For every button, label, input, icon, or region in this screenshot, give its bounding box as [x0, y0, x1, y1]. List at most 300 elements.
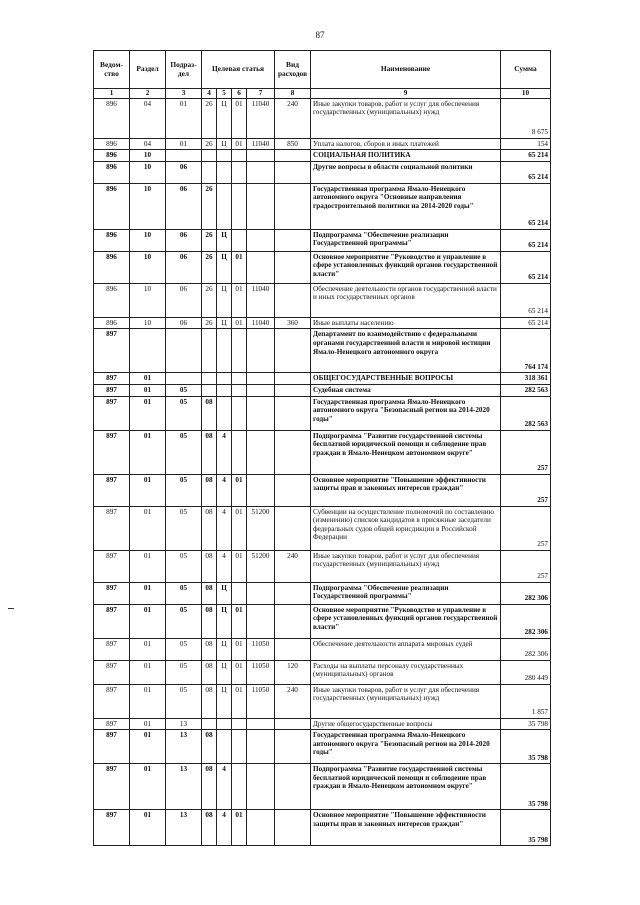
- cell-event: [232, 183, 247, 229]
- cell-vid: [275, 384, 311, 396]
- cell-sum: 318 361: [501, 373, 551, 385]
- cell-razdel: 01: [130, 604, 166, 638]
- cell-name: Подпрограмма "Развитие государственной системы бесплатной юридической помощи и соблюдение прав граждан в Ямало-Ненецком автономном округе": [311, 764, 501, 810]
- col-num: 1: [94, 89, 130, 99]
- cell-subprogram: Ц: [217, 604, 232, 638]
- cell-sum: 282 306: [501, 604, 551, 638]
- cell-sum: 65 214: [501, 229, 551, 251]
- cell-podrazdel: [166, 150, 202, 162]
- table-row: [94, 718, 551, 730]
- cell-direction: [247, 373, 275, 385]
- cell-razdel: 01: [130, 396, 166, 430]
- cell-vedomstvo: 897: [94, 718, 130, 730]
- cell-vedomstvo: 897: [94, 329, 130, 373]
- cell-razdel: 10: [130, 251, 166, 283]
- cell-event: [232, 373, 247, 385]
- cell-sum: 8 675: [501, 98, 551, 138]
- cell-event: [232, 384, 247, 396]
- cell-sum: 257: [501, 474, 551, 506]
- cell-vid: [275, 604, 311, 638]
- table-row: [94, 329, 551, 373]
- cell-sum: 1 857: [501, 684, 551, 718]
- cell-vedomstvo: 896: [94, 183, 130, 229]
- cell-razdel: 01: [130, 384, 166, 396]
- cell-sum: 282 306: [501, 638, 551, 660]
- table-row: [94, 384, 551, 396]
- cell-vid: [275, 810, 311, 846]
- cell-razdel: 01: [130, 684, 166, 718]
- cell-program: 26: [202, 98, 217, 138]
- cell-direction: 11040: [247, 98, 275, 138]
- cell-sum: 35 798: [501, 730, 551, 764]
- cell-vedomstvo: 897: [94, 474, 130, 506]
- cell-vedomstvo: 897: [94, 396, 130, 430]
- page-number: 87: [315, 30, 325, 40]
- cell-program: 08: [202, 582, 217, 604]
- table-row: [94, 251, 551, 283]
- cell-subprogram: Ц: [217, 660, 232, 684]
- cell-vedomstvo: 897: [94, 684, 130, 718]
- cell-razdel: 01: [130, 506, 166, 550]
- cell-name: СОЦИАЛЬНАЯ ПОЛИТИКА: [311, 150, 501, 162]
- cell-razdel: 01: [130, 638, 166, 660]
- cell-vid: [275, 474, 311, 506]
- cell-event: 01: [232, 506, 247, 550]
- cell-vedomstvo: 897: [94, 506, 130, 550]
- cell-direction: [247, 604, 275, 638]
- cell-event: [232, 764, 247, 810]
- cell-vid: [275, 183, 311, 229]
- header-name: Наименование: [311, 51, 501, 89]
- cell-podrazdel: 13: [166, 730, 202, 764]
- cell-direction: 11040: [247, 138, 275, 150]
- cell-podrazdel: 06: [166, 317, 202, 329]
- cell-vid: [275, 396, 311, 430]
- cell-podrazdel: 05: [166, 384, 202, 396]
- cell-subprogram: [217, 150, 232, 162]
- cell-direction: [247, 718, 275, 730]
- cell-subprogram: [217, 161, 232, 183]
- cell-subprogram: Ц: [217, 98, 232, 138]
- cell-sum: 65 214: [501, 150, 551, 162]
- cell-vid: 240: [275, 98, 311, 138]
- cell-razdel: 01: [130, 810, 166, 846]
- cell-direction: 11040: [247, 317, 275, 329]
- cell-program: 08: [202, 730, 217, 764]
- cell-program: [202, 329, 217, 373]
- cell-vedomstvo: 896: [94, 283, 130, 317]
- cell-sum: 35 798: [501, 810, 551, 846]
- cell-name: ОБЩЕГОСУДАРСТВЕННЫЕ ВОПРОСЫ: [311, 373, 501, 385]
- cell-direction: 51200: [247, 506, 275, 550]
- cell-podrazdel: 05: [166, 474, 202, 506]
- table-row: [94, 660, 551, 684]
- cell-vid: [275, 506, 311, 550]
- cell-program: 08: [202, 638, 217, 660]
- cell-vid: [275, 329, 311, 373]
- col-num: 8: [275, 89, 311, 99]
- cell-name: Подпрограмма "Обеспечение реализации Государственной программы": [311, 229, 501, 251]
- cell-vid: 240: [275, 550, 311, 582]
- table-row: [94, 229, 551, 251]
- cell-direction: [247, 810, 275, 846]
- cell-program: 08: [202, 604, 217, 638]
- cell-subprogram: Ц: [217, 317, 232, 329]
- cell-program: 08: [202, 660, 217, 684]
- header-sum: Сумма: [501, 51, 551, 89]
- cell-vedomstvo: 897: [94, 730, 130, 764]
- cell-sum: 65 214: [501, 183, 551, 229]
- cell-sum: 65 214: [501, 251, 551, 283]
- cell-vedomstvo: 896: [94, 161, 130, 183]
- cell-podrazdel: 06: [166, 229, 202, 251]
- col-num: 10: [501, 89, 551, 99]
- table-row: [94, 604, 551, 638]
- table-row: [94, 396, 551, 430]
- cell-vedomstvo: 897: [94, 638, 130, 660]
- cell-vid: [275, 150, 311, 162]
- cell-vid: [275, 582, 311, 604]
- cell-program: [202, 150, 217, 162]
- cell-direction: [247, 396, 275, 430]
- cell-program: 26: [202, 138, 217, 150]
- table-row: [94, 582, 551, 604]
- cell-vid: [275, 730, 311, 764]
- cell-name: Департамент по взаимодействию с федеральными органами государственной власти и мировой юстиции Ямало-Ненецкого автономного округа: [311, 329, 501, 373]
- table-row: [94, 183, 551, 229]
- cell-name: Государственная программа Ямало-Ненецкого автономного округа "Основные направления градостроительной политики на 2014-2020 годы": [311, 183, 501, 229]
- cell-sum: 154: [501, 138, 551, 150]
- cell-razdel: 10: [130, 161, 166, 183]
- col-num: 2: [130, 89, 166, 99]
- cell-vedomstvo: 896: [94, 251, 130, 283]
- cell-subprogram: 4: [217, 430, 232, 474]
- cell-program: 26: [202, 283, 217, 317]
- cell-razdel: 01: [130, 550, 166, 582]
- cell-sum: 35 798: [501, 764, 551, 810]
- cell-direction: 11050: [247, 638, 275, 660]
- cell-event: 01: [232, 810, 247, 846]
- cell-direction: [247, 161, 275, 183]
- cell-program: 26: [202, 183, 217, 229]
- cell-podrazdel: 01: [166, 98, 202, 138]
- cell-vid: [275, 373, 311, 385]
- cell-program: 08: [202, 684, 217, 718]
- cell-podrazdel: 05: [166, 430, 202, 474]
- cell-podrazdel: [166, 373, 202, 385]
- cell-subprogram: 4: [217, 764, 232, 810]
- cell-subprogram: [217, 373, 232, 385]
- cell-sum: 257: [501, 506, 551, 550]
- cell-sum: 257: [501, 550, 551, 582]
- cell-razdel: 01: [130, 730, 166, 764]
- cell-vid: [275, 251, 311, 283]
- cell-razdel: 10: [130, 183, 166, 229]
- cell-direction: [247, 474, 275, 506]
- col-num: 7: [247, 89, 275, 99]
- cell-sum: 257: [501, 430, 551, 474]
- cell-name: Судебная система: [311, 384, 501, 396]
- cell-podrazdel: 06: [166, 283, 202, 317]
- cell-direction: 11040: [247, 283, 275, 317]
- cell-vedomstvo: 897: [94, 582, 130, 604]
- cell-subprogram: [217, 718, 232, 730]
- cell-program: 26: [202, 229, 217, 251]
- cell-subprogram: 4: [217, 810, 232, 846]
- cell-name: Государственная программа Ямало-Ненецкого автономного округа "Безопасный регион на 2014-2020 годы": [311, 396, 501, 430]
- cell-direction: [247, 764, 275, 810]
- cell-vid: 240: [275, 684, 311, 718]
- header-razdel: Раздел: [130, 51, 166, 89]
- cell-podrazdel: 05: [166, 506, 202, 550]
- cell-direction: [247, 582, 275, 604]
- cell-subprogram: [217, 384, 232, 396]
- cell-direction: [247, 430, 275, 474]
- cell-name: Подпрограмма "Обеспечение реализации Государственной программы": [311, 582, 501, 604]
- cell-program: 26: [202, 317, 217, 329]
- cell-razdel: 10: [130, 150, 166, 162]
- table-row: [94, 474, 551, 506]
- cell-subprogram: Ц: [217, 251, 232, 283]
- cell-name: Обеспечение деятельности органов государственной власти и иных государственных органов: [311, 283, 501, 317]
- table-row: [94, 506, 551, 550]
- cell-podrazdel: [166, 329, 202, 373]
- cell-podrazdel: 05: [166, 660, 202, 684]
- table-row: [94, 430, 551, 474]
- cell-event: 01: [232, 98, 247, 138]
- cell-podrazdel: 13: [166, 810, 202, 846]
- cell-vid: [275, 430, 311, 474]
- cell-event: 01: [232, 684, 247, 718]
- column-number-row: [94, 89, 551, 99]
- cell-razdel: 10: [130, 283, 166, 317]
- cell-program: 08: [202, 810, 217, 846]
- cell-event: [232, 430, 247, 474]
- cell-event: 01: [232, 317, 247, 329]
- cell-razdel: 04: [130, 138, 166, 150]
- cell-direction: [247, 150, 275, 162]
- cell-name: Основное мероприятие "Повышение эффективности защиты прав и законных интересов граждан": [311, 810, 501, 846]
- cell-subprogram: 4: [217, 506, 232, 550]
- cell-vedomstvo: 897: [94, 764, 130, 810]
- table-row: [94, 638, 551, 660]
- cell-program: 08: [202, 430, 217, 474]
- cell-subprogram: [217, 183, 232, 229]
- header-vid: Вид расходов: [275, 51, 311, 89]
- cell-podrazdel: 06: [166, 251, 202, 283]
- col-num: 4: [202, 89, 217, 99]
- cell-name: Государственная программа Ямало-Ненецкого автономного округа "Безопасный регион на 2014-2020 годы": [311, 730, 501, 764]
- cell-razdel: [130, 329, 166, 373]
- table-row: [94, 810, 551, 846]
- cell-vedomstvo: 896: [94, 150, 130, 162]
- cell-name: Основное мероприятие "Руководство и управление в сфере установленных функций органов государственной власти": [311, 604, 501, 638]
- table-row: [94, 730, 551, 764]
- col-num: 6: [232, 89, 247, 99]
- cell-name: Основное мероприятие "Повышение эффективности защиты прав и законных интересов граждан": [311, 474, 501, 506]
- cell-event: [232, 396, 247, 430]
- cell-vid: [275, 638, 311, 660]
- cell-vid: 120: [275, 660, 311, 684]
- cell-program: 08: [202, 396, 217, 430]
- cell-vedomstvo: 897: [94, 373, 130, 385]
- col-num: 5: [217, 89, 232, 99]
- cell-event: [232, 730, 247, 764]
- cell-event: [232, 329, 247, 373]
- cell-vedomstvo: 896: [94, 317, 130, 329]
- cell-program: 08: [202, 550, 217, 582]
- cell-direction: [247, 730, 275, 764]
- cell-name: Субвенции на осуществление полномочий по составлению (изменению) списков кандидатов в присяжные заседатели федеральных судов общей юрисдикции в Российской Федерации: [311, 506, 501, 550]
- cell-sum: 764 174: [501, 329, 551, 373]
- cell-event: [232, 718, 247, 730]
- table-row: [94, 150, 551, 162]
- cell-event: 01: [232, 604, 247, 638]
- cell-event: 01: [232, 660, 247, 684]
- cell-direction: [247, 229, 275, 251]
- cell-vid: 360: [275, 317, 311, 329]
- budget-table: [93, 50, 551, 846]
- cell-name: Подпрограмма "Развитие государственной системы бесплатной юридической помощи и соблюдение прав граждан в Ямало-Ненецком автономном округе": [311, 430, 501, 474]
- table-row: [94, 138, 551, 150]
- cell-vedomstvo: 896: [94, 98, 130, 138]
- cell-subprogram: Ц: [217, 229, 232, 251]
- cell-subprogram: Ц: [217, 138, 232, 150]
- table-row: [94, 283, 551, 317]
- cell-direction: [247, 329, 275, 373]
- cell-razdel: 01: [130, 430, 166, 474]
- cell-vid: [275, 718, 311, 730]
- cell-razdel: 10: [130, 317, 166, 329]
- cell-vedomstvo: 896: [94, 138, 130, 150]
- cell-name: Другие общегосударственные вопросы: [311, 718, 501, 730]
- cell-podrazdel: 05: [166, 396, 202, 430]
- header-vedomstvo: Ведом-ство: [94, 51, 130, 89]
- cell-razdel: 01: [130, 582, 166, 604]
- cell-vid: 850: [275, 138, 311, 150]
- cell-podrazdel: 05: [166, 550, 202, 582]
- cell-subprogram: Ц: [217, 638, 232, 660]
- cell-subprogram: [217, 396, 232, 430]
- cell-podrazdel: 13: [166, 764, 202, 810]
- cell-program: 08: [202, 506, 217, 550]
- cell-event: [232, 150, 247, 162]
- cell-program: [202, 161, 217, 183]
- cell-sum: 65 214: [501, 161, 551, 183]
- cell-subprogram: [217, 329, 232, 373]
- table-row: [94, 764, 551, 810]
- cell-sum: 65 214: [501, 317, 551, 329]
- header-celevaya: Целевая статья: [202, 51, 275, 89]
- cell-razdel: 01: [130, 764, 166, 810]
- cell-program: [202, 718, 217, 730]
- table-row: [94, 684, 551, 718]
- cell-vedomstvo: 897: [94, 810, 130, 846]
- cell-direction: 11050: [247, 660, 275, 684]
- cell-razdel: 10: [130, 229, 166, 251]
- table-row: [94, 373, 551, 385]
- cell-vedomstvo: 897: [94, 604, 130, 638]
- cell-program: [202, 373, 217, 385]
- cell-podrazdel: 05: [166, 604, 202, 638]
- cell-name: Другие вопросы в области социальной политики: [311, 161, 501, 183]
- cell-name: Расходы на выплаты персоналу государственных (муниципальных) органов: [311, 660, 501, 684]
- cell-sum: 282 306: [501, 582, 551, 604]
- cell-event: [232, 229, 247, 251]
- cell-event: [232, 161, 247, 183]
- cell-event: 01: [232, 550, 247, 582]
- cell-razdel: 01: [130, 474, 166, 506]
- cell-vedomstvo: 896: [94, 229, 130, 251]
- cell-subprogram: Ц: [217, 582, 232, 604]
- table-row: [94, 161, 551, 183]
- margin-mark: [8, 608, 14, 609]
- cell-razdel: 01: [130, 373, 166, 385]
- cell-event: 01: [232, 138, 247, 150]
- cell-name: Иные закупки товаров, работ и услуг для обеспечения государственных (муниципальных) нужд: [311, 550, 501, 582]
- cell-event: 01: [232, 283, 247, 317]
- cell-vedomstvo: 897: [94, 384, 130, 396]
- cell-vedomstvo: 897: [94, 430, 130, 474]
- cell-direction: [247, 183, 275, 229]
- cell-direction: 11050: [247, 684, 275, 718]
- cell-podrazdel: 05: [166, 638, 202, 660]
- cell-razdel: 01: [130, 718, 166, 730]
- cell-podrazdel: 13: [166, 718, 202, 730]
- cell-sum: 280 449: [501, 660, 551, 684]
- cell-event: 01: [232, 638, 247, 660]
- cell-sum: 35 798: [501, 718, 551, 730]
- cell-subprogram: 4: [217, 550, 232, 582]
- cell-program: [202, 384, 217, 396]
- cell-subprogram: [217, 730, 232, 764]
- table-row: [94, 317, 551, 329]
- cell-name: Иные закупки товаров, работ и услуг для обеспечения государственных (муниципальных) нужд: [311, 98, 501, 138]
- cell-sum: 65 214: [501, 283, 551, 317]
- cell-sum: 282 563: [501, 396, 551, 430]
- cell-vid: [275, 764, 311, 810]
- cell-subprogram: Ц: [217, 283, 232, 317]
- cell-podrazdel: 06: [166, 183, 202, 229]
- cell-direction: [247, 251, 275, 283]
- cell-sum: 282 563: [501, 384, 551, 396]
- cell-name: Обеспечение деятельности аппарата мировых судей: [311, 638, 501, 660]
- cell-direction: [247, 384, 275, 396]
- table-row: [94, 98, 551, 138]
- cell-vid: [275, 283, 311, 317]
- cell-vedomstvo: 897: [94, 660, 130, 684]
- cell-podrazdel: 01: [166, 138, 202, 150]
- cell-razdel: 04: [130, 98, 166, 138]
- cell-program: 08: [202, 474, 217, 506]
- cell-podrazdel: 05: [166, 684, 202, 718]
- cell-vedomstvo: 897: [94, 550, 130, 582]
- cell-razdel: 01: [130, 660, 166, 684]
- cell-subprogram: 4: [217, 474, 232, 506]
- cell-event: 01: [232, 474, 247, 506]
- cell-name: Иные выплаты населению: [311, 317, 501, 329]
- cell-podrazdel: 05: [166, 582, 202, 604]
- cell-name: Иные закупки товаров, работ и услуг для обеспечения государственных (муниципальных) нужд: [311, 684, 501, 718]
- col-num: 9: [311, 89, 501, 99]
- cell-vid: [275, 161, 311, 183]
- col-num: 3: [166, 89, 202, 99]
- cell-direction: 51200: [247, 550, 275, 582]
- header-row: [94, 51, 551, 89]
- cell-subprogram: Ц: [217, 684, 232, 718]
- cell-program: 08: [202, 764, 217, 810]
- cell-name: Уплата налогов, сборов и иных платежей: [311, 138, 501, 150]
